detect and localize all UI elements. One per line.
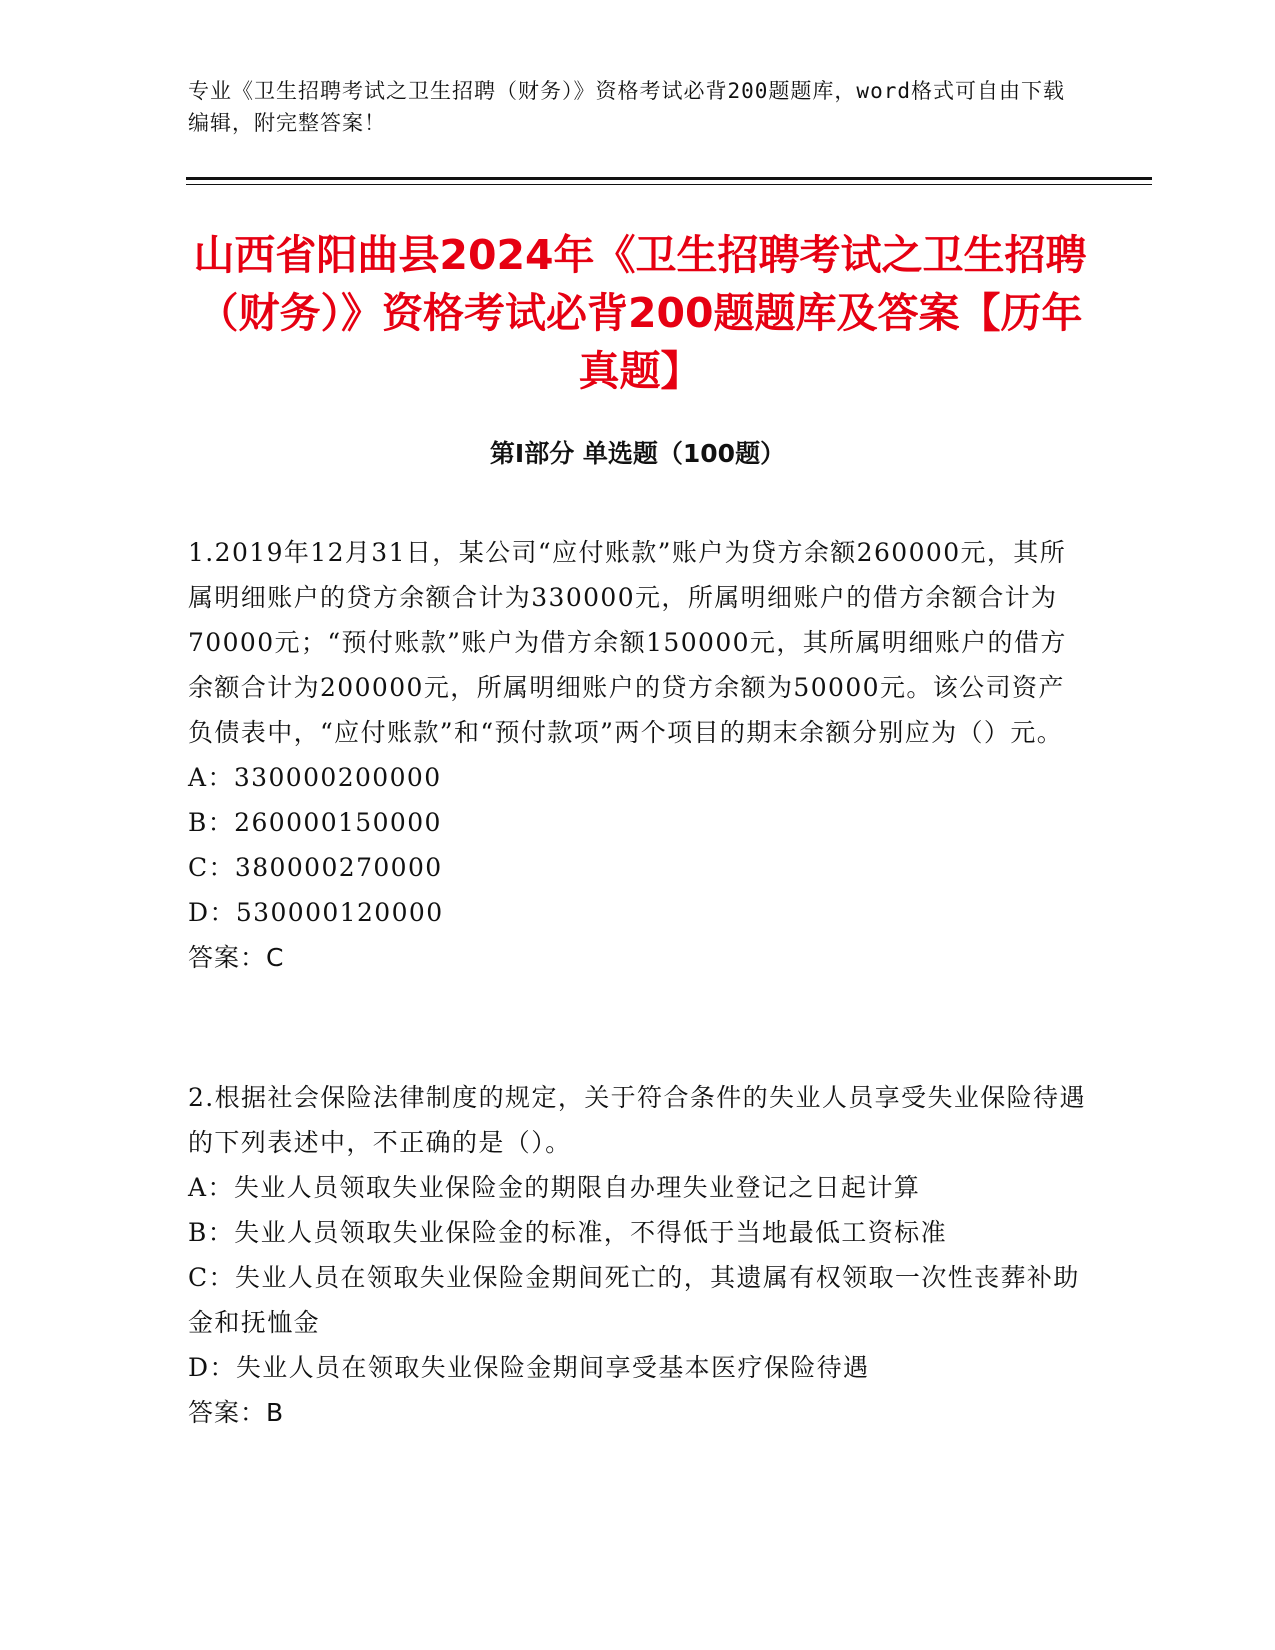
section-heading: 第Ⅰ部分 单选题（100题）	[489, 439, 786, 468]
question-2	[188, 1075, 1088, 1435]
option-b: B：260000150000	[188, 808, 442, 837]
header-note: 专业《卫生招聘考试之卫生招聘（财务）》资格考试必背200题题库，word格式可自由下载编辑，附完整答案！	[188, 79, 1065, 135]
answer: 答案：B	[188, 1398, 285, 1427]
option-d: D：失业人员在领取失业保险金期间享受基本医疗保险待遇	[188, 1353, 870, 1382]
option-c: C：失业人员在领取失业保险金期间死亡的，其遗属有权领取一次性丧葬补助金和抚恤金	[188, 1263, 1080, 1337]
option-a: A：失业人员领取失业保险金的期限自办理失业登记之日起计算	[188, 1173, 921, 1202]
option-c: C：380000270000	[188, 853, 443, 882]
document-title: 山西省阳曲县2024年《卫生招聘考试之卫生招聘（财务）》资格考试必背200题题库及答案【历年真题】	[193, 231, 1087, 395]
option-b: B：失业人员领取失业保险金的标准，不得低于当地最低工资标准	[188, 1218, 947, 1247]
question-stem: 2.根据社会保险法律制度的规定，关于符合条件的失业人员享受失业保险待遇的下列表述中，不正确的是（）。	[188, 1083, 1086, 1157]
header-divider-thick	[186, 177, 1152, 180]
option-a: A：330000200000	[188, 763, 442, 792]
question-stem: 1.2019年12月31日，某公司“应付账款”账户为贷方余额260000元，其所属明细账户的贷方余额合计为330000元，所属明细账户的借方余额合计为70000元；“预付账款”账户为借方余额150000元，其所属明细账户的借方余额合计为200000元，所属明细账户的贷方余额为50000元。该公司资产负债表中，“应付账款”和“预付款项”两个项目的期末余额分别应为（）元。	[188, 538, 1067, 747]
answer: 答案：C	[188, 943, 285, 972]
question-1	[188, 530, 1088, 980]
header-divider-thin	[186, 184, 1152, 185]
option-d: D：530000120000	[188, 898, 444, 927]
